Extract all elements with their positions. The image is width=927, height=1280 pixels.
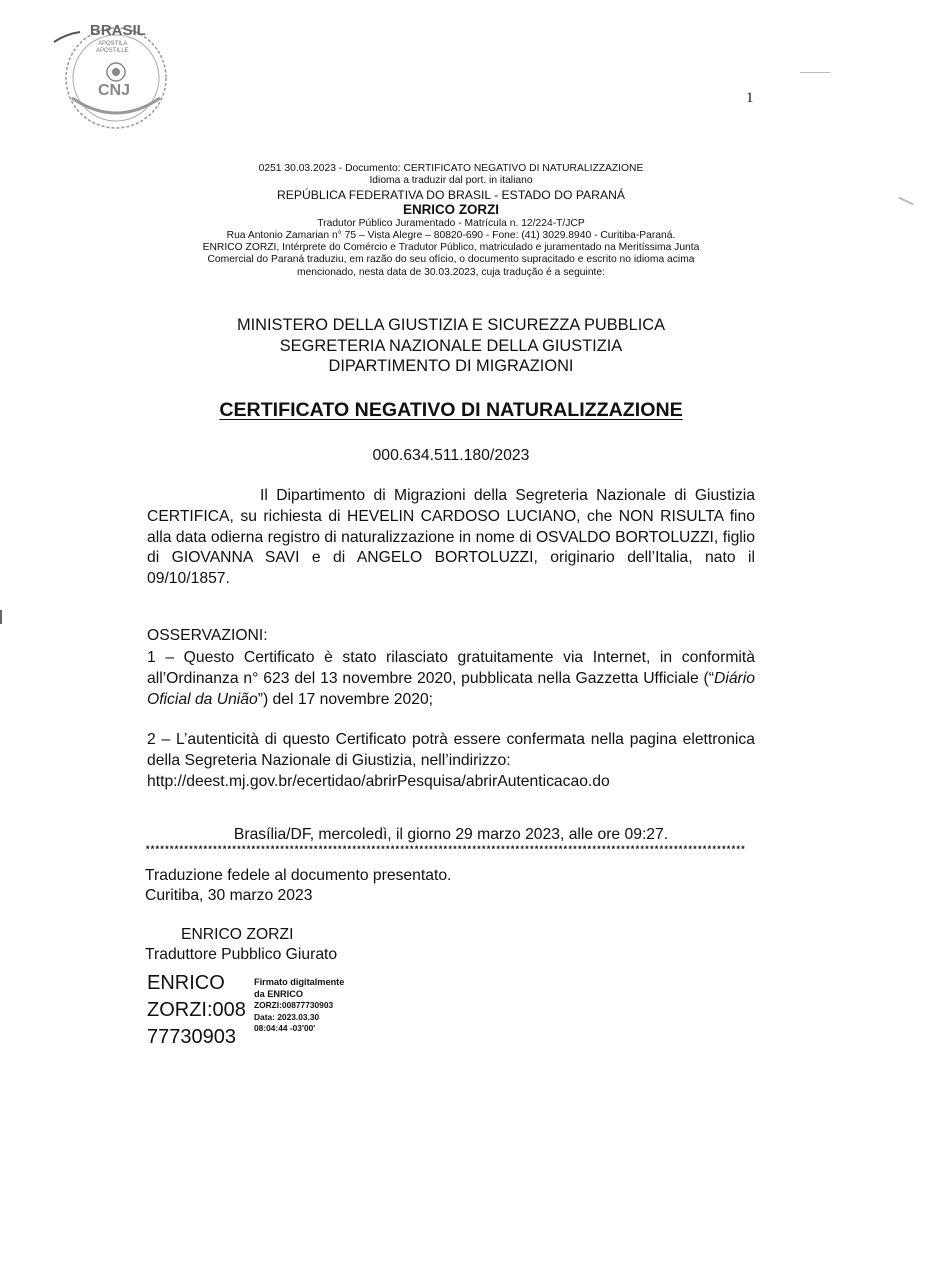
dsig-detail4: Data: 2023.03.30 (254, 1011, 320, 1022)
dsig-line1: ENRICO (147, 972, 225, 994)
dsig-line3: 77730903 (147, 1026, 236, 1048)
separator-line: ***************************************************************************************************************************** (145, 845, 746, 855)
closing-statement (145, 866, 451, 906)
dsig-detail5: 08:04:44 -03'00' (254, 1023, 316, 1033)
certification-paragraph: Il Dipartimento di Migrazioni della Segreteria Nazionale di Giustizia CERTIFICA, su richiesta di HEVELIN CARDOSO LUCIANO, che NON RISULTA fino alla data odierna registro di naturalizzazione in nome di OSVALDO BORTOLUZZI, figlio di GIOVANNA SAVI e di ANGELO BORTOLUZZI, originario dell’Italia, nato il 09/10/1857. (147, 487, 755, 588)
signature-block (145, 925, 337, 965)
verification-url: http://deest.mj.gov.br/ecertidao/abrirPesquisa/abrirAutenticacao.do (147, 772, 610, 790)
header-address-line: Rua Antonio Zamarian n° 75 – Vista Alegre – 80820-690 - Fone: (41) 3029.8940 - Curitiba-Paraná. (226, 229, 676, 241)
ministry-line2: SEGRETERIA NAZIONALE DELLA GIUSTIZIA (279, 336, 623, 355)
ministry-line3: DIPARTIMENTO DI MIGRAZIONI (328, 357, 574, 376)
stamp-line2: APOSTILLE (96, 48, 129, 54)
observation-1-italic: Diário Oficial da União (147, 669, 755, 708)
dsig-detail3: ZORZI:00877730903 (254, 1000, 334, 1010)
dsig-line2: ZORZI:008 (147, 999, 246, 1021)
observations-heading: OSSERVAZIONI: (147, 627, 268, 644)
observation-item-1 (147, 648, 755, 710)
signer-name: ENRICO ZORZI (181, 926, 294, 943)
observation-2-text: 2 – L’autenticità di questo Certificato potrà essere confermata nella pagina elettronica della Segreteria Nazionale di Giustizia, nell’indirizzo: (147, 731, 755, 769)
place-date: Brasília/DF, mercoledì, il giorno 29 marzo 2023, alle ore 09:27. (233, 826, 669, 843)
translator-name: ENRICO ZORZI (403, 201, 499, 217)
dsig-detail1: Firmato digitalmente (254, 977, 345, 987)
header-language-line: Idioma a traduzir dal port. in italiano (369, 175, 533, 187)
signer-role: Traduttore Pubblico Giurato (145, 946, 338, 963)
closing-line2: Curitiba, 30 marzo 2023 (145, 887, 313, 904)
header-statement-line1: ENRICO ZORZI, Intérprete do Comércio e Tradutor Público, matriculado e juramentado na Meritíssima Junta (202, 242, 700, 254)
translator-header (150, 163, 752, 279)
document-title (150, 399, 752, 422)
digital-signature-details (254, 977, 344, 1035)
ministry-heading (150, 315, 752, 377)
dsig-detail2: da ENRICO (254, 988, 304, 999)
closing-line1: Traduzione fedele al documento presentato. (145, 867, 452, 884)
observation-item-2 (147, 730, 755, 792)
header-republic-line: REPÚBLICA FEDERATIVA DO BRASIL - ESTADO DO PARANÁ (276, 187, 626, 202)
stamp-country: BRASIL (90, 22, 146, 39)
stamp-org: CNJ (98, 82, 131, 99)
certificate-number: 000.634.511.180/2023 (372, 447, 530, 464)
header-doc-line: 0251 30.03.2023 - Documento: CERTIFICATO NEGATIVO DI NATURALIZZAZIONE (258, 163, 644, 174)
observation-1-text-a: 1 – Questo Certificato è stato rilasciato gratuitamente via Internet, in conformità all’Ordinanza n° 623 del 13 novembre 2020, pubblicata nella Gazzetta Ufficiale (“ (147, 649, 755, 687)
header-statement-line3: mencionado, nesta data de 30.03.2023, cuja tradução é a seguinte: (297, 266, 605, 278)
header-statement-line2: Comercial do Paraná traduziu, em razão do seu ofício, o documento supracitado e escrito no idioma acima (207, 254, 695, 266)
apostille-stamp (52, 20, 182, 130)
document-title-text: CERTIFICATO NEGATIVO DI NATURALIZZAZIONE (219, 399, 683, 421)
page-number: 1 (746, 90, 754, 106)
ministry-line1: MINISTERO DELLA GIUSTIZIA E SICUREZZA PUBBLICA (236, 316, 666, 334)
stamp-line1: APOSTILA (98, 41, 128, 47)
digital-signature-name (147, 970, 246, 1051)
observation-1-text-b: ”) del 17 novembre 2020; (257, 690, 434, 708)
header-registration-line: Tradutor Público Juramentado - Matrícula n. 12/224-T/JCP (317, 217, 585, 229)
